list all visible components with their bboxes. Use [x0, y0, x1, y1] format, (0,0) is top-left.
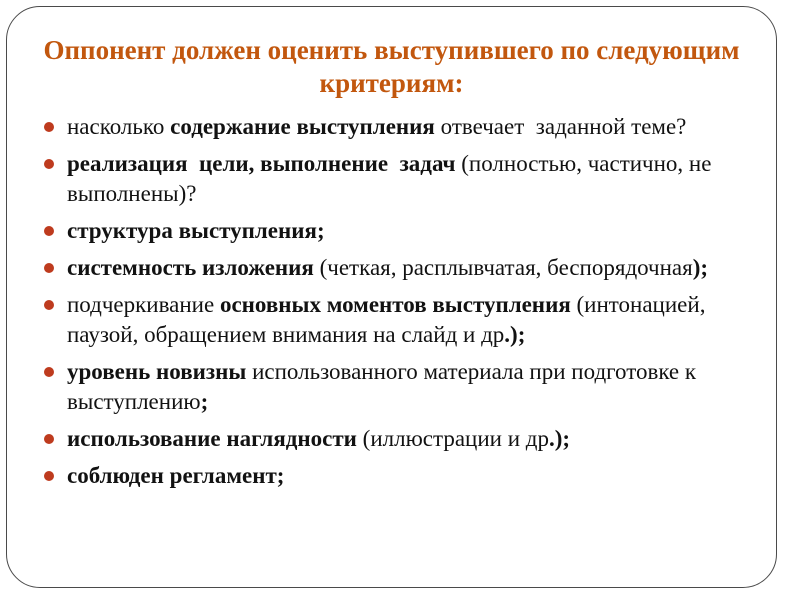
bullet-icon	[44, 122, 54, 132]
list-item	[67, 461, 762, 491]
bullet-icon	[44, 226, 54, 236]
list-item-text: насколько содержание выступления отвечает заданной теме?	[67, 113, 687, 139]
list-item	[67, 290, 762, 350]
list-item	[67, 357, 762, 417]
list-item	[67, 216, 762, 246]
slide-title: Оппонент должен оценить выступившего по следующим критериям:	[43, 35, 740, 98]
bullet-icon	[44, 159, 54, 169]
list-item-text: соблюден регламент;	[67, 462, 285, 488]
bullet-icon	[44, 471, 54, 481]
list-item	[67, 424, 762, 454]
list-item	[67, 112, 762, 142]
list-item-text: подчеркивание основных моментов выступления (интонацией, паузой, обращением внимания на слайд и др.);	[67, 291, 712, 347]
bullet-icon	[44, 367, 54, 377]
bullet-icon	[44, 434, 54, 444]
list-item-text: реализация цели, выполнение задач (полностью, частично, не выполнены)?	[67, 150, 718, 206]
list-item	[67, 253, 762, 283]
list-item-text: уровень новизны использованного материала при подготовке к выступлению;	[67, 358, 702, 414]
criteria-list	[7, 112, 776, 491]
list-item	[67, 149, 762, 209]
bullet-icon	[44, 263, 54, 273]
list-item-text: структура выступления;	[67, 217, 325, 243]
slide-frame	[6, 6, 777, 588]
list-item-text: системность изложения (четкая, расплывчатая, беспорядочная);	[67, 254, 709, 280]
bullet-icon	[44, 300, 54, 310]
list-item-text: использование наглядности (иллюстрации и др.);	[67, 425, 571, 451]
